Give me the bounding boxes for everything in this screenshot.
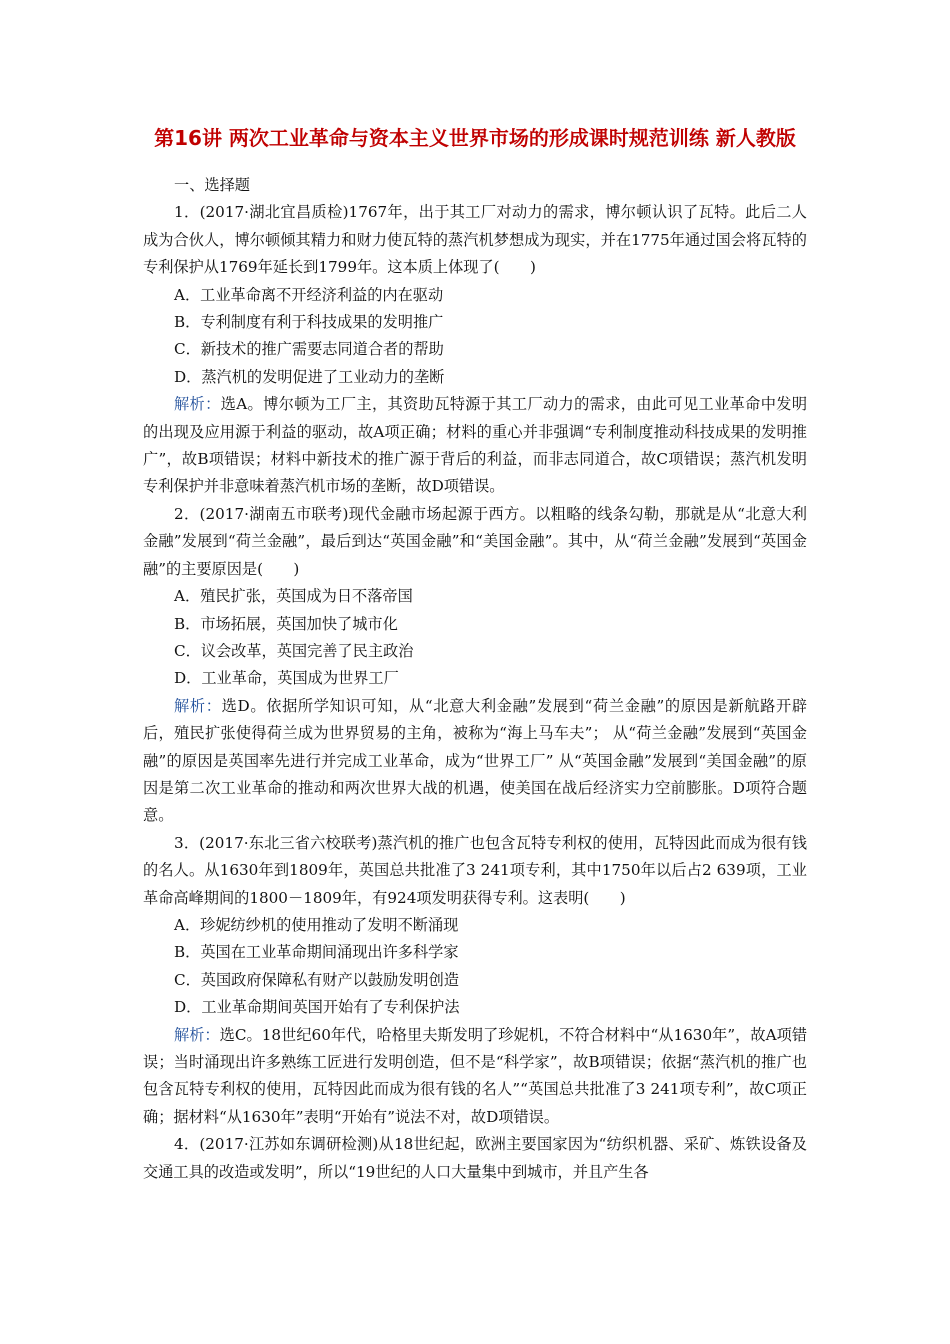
option-d: D．工业革命，英国成为世界工厂 — [174, 669, 399, 688]
page-title: 第16讲 两次工业革命与资本主义世界市场的形成课时规范训练 新人教版 — [154, 126, 796, 150]
question-stem: 2．(2017·湖南五市联考)现代金融市场起源于西方。以粗略的线条勾勒，那就是从“北意大利金融”发展到“荷兰金融”，最后到达“英国金融”和“美国金融”。其中，从“荷兰金融”发展到“英国金融”的主要原因是( ) — [143, 504, 807, 578]
analysis-label: 解析： — [174, 696, 222, 715]
question-4 — [143, 1131, 807, 1186]
option-d: D．蒸汽机的发明促进了工业动力的垄断 — [174, 367, 445, 386]
option-b: B．市场拓展，英国加快了城市化 — [174, 614, 398, 633]
option-a: A．工业革命离不开经济利益的内在驱动 — [174, 285, 444, 304]
document-body — [143, 172, 807, 1186]
option-a: A．殖民扩张，英国成为日不落帝国 — [174, 587, 413, 606]
section-heading: 一、选择题 — [174, 176, 250, 194]
analysis — [143, 391, 807, 501]
option-c: C．英国政府保障私有财产以鼓励发明创造 — [174, 970, 459, 989]
option-a: A．珍妮纺纱机的使用推动了发明不断涌现 — [174, 915, 459, 934]
analysis-text: 选A。博尔顿为工厂主，其资助瓦特源于其工厂动力的需求，由此可见工业革命中发明的出现及应用源于利益的驱动，故A项正确；材料的重心并非强调“专利制度推动科技成果的发明推广”，故B项错误；材料中新技术的推广源于背后的利益，而非志同道合，故C项错误；蒸汽机发明专利保护并非意味着蒸汽机市场的垄断，故D项错误。 — [143, 395, 808, 496]
option-b: B．英国在工业革命期间涌现出许多科学家 — [174, 943, 459, 962]
analysis-label: 解析： — [174, 395, 221, 414]
option-b: B．专利制度有利于科技成果的发明推广 — [174, 313, 444, 332]
question-2 — [143, 501, 807, 830]
question-stem: 4．(2017·江苏如东调研检测)从18世纪起，欧洲主要国家因为“纺织机器、采矿、炼铁设备及交通工具的改造或发明”，所以“19世纪的人口大量集中到城市，并且产生各 — [143, 1135, 807, 1181]
analysis-text: 选D。依据所学知识可知，从“北意大利金融”发展到“荷兰金融”的原因是新航路开辟后，殖民扩张使得荷兰成为世界贸易的主角，被称为“海上马车夫”； 从“荷兰金融”发展到“英国金融”的原因是英国率先进行并完成工业革命，成为“世界工厂” 从“英国金融”发展到“美国金融”的原因是第二次工业革命的推动和两次世界大战的机遇，使美国在战后经济实力空前膨胀。D项符合题意。 — [143, 696, 808, 825]
analysis — [143, 1022, 807, 1132]
option-d: D．工业革命期间英国开始有了专利保护法 — [174, 998, 460, 1017]
option-c: C．新技术的推广需要志同道合者的帮助 — [174, 340, 444, 359]
question-stem: 3．(2017·东北三省六校联考)蒸汽机的推广也包含瓦特专利权的使用，瓦特因此而成为很有钱的名人。从1630年到1809年，英国总共批准了3 241项专利，其中1750年以后占2 639项，工业革命高峰期间的1800－1809年，有924项发明获得专利。这表明( ) — [143, 833, 807, 907]
analysis-label: 解析： — [174, 1025, 220, 1044]
analysis-text: 选C。18世纪60年代，哈格里夫斯发明了珍妮机，不符合材料中“从1630年”，故A项错误；当时涌现出许多熟练工匠进行发明创造，但不是“科学家”，故B项错误；依据“蒸汽机的推广也包含瓦特专利权的使用，瓦特因此而成为很有钱的名人”“英国总共批准了3 241项专利”，故C项正确；据材料“从1630年”表明“开始有”说法不对，故D项错误。 — [143, 1025, 808, 1126]
question-3 — [143, 830, 807, 1131]
analysis — [143, 693, 807, 830]
question-stem: 1．(2017·湖北宜昌质检)1767年，出于其工厂对动力的需求，博尔顿认识了瓦特。此后二人成为合伙人，博尔顿倾其精力和财力使瓦特的蒸汽机梦想成为现实，并在1775年通过国会将瓦特的专利保护从1769年延长到1799年。这本质上体现了( ) — [143, 203, 807, 277]
option-c: C．议会改革，英国完善了民主政治 — [174, 641, 414, 660]
question-1 — [143, 199, 807, 500]
